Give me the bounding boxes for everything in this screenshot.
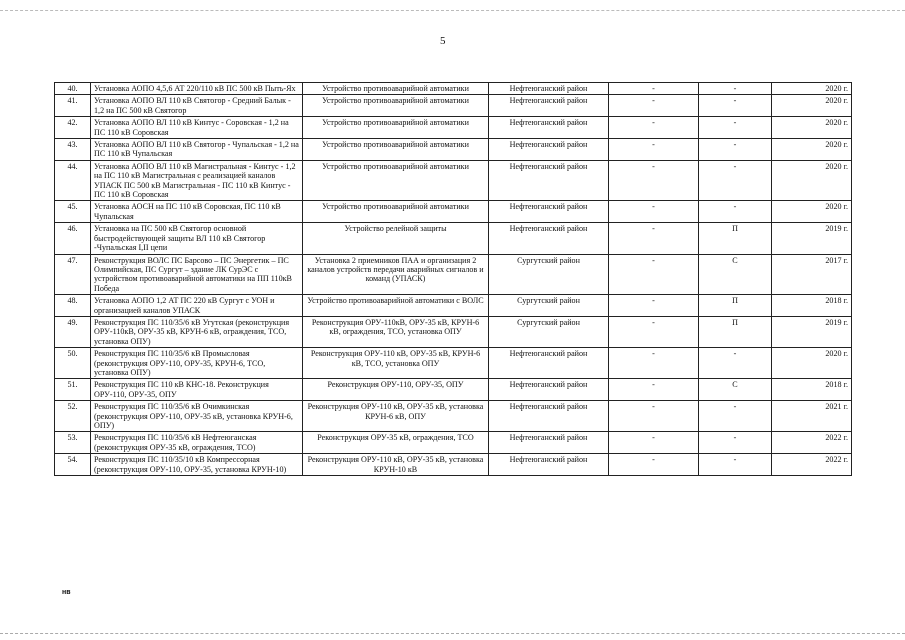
year: 2018 г.: [772, 379, 852, 401]
col-five-value: -: [609, 83, 699, 95]
year: 2020 г.: [772, 139, 852, 161]
work-type: Реконструкция ОРУ-110 кВ, ОРУ-35 кВ, КРУН-6 кВ, ТСО, установка ОПУ: [303, 348, 489, 379]
row-number: 48.: [55, 295, 91, 317]
col-five-value: -: [609, 160, 699, 201]
status-code: -: [699, 401, 772, 432]
table-row: [55, 83, 852, 95]
work-type: Реконструкция ОРУ-35 кВ, ограждения, ТСО: [303, 432, 489, 454]
table-row: [55, 316, 852, 347]
district: Нефтеюганский район: [489, 454, 609, 476]
bottom-scan-line: [0, 633, 905, 634]
status-code: -: [699, 160, 772, 201]
row-number: 50.: [55, 348, 91, 379]
work-type: Установка 2 приемников ПАА и организация 2 каналов устройств передачи аварийных сигналов и команд (УПАСК): [303, 254, 489, 295]
status-code: -: [699, 95, 772, 117]
col-five-value: -: [609, 139, 699, 161]
table-row: [55, 454, 852, 476]
work-type: Реконструкция ОРУ-110кВ, ОРУ-35 кВ, КРУН-6 кВ, ограждения, ТСО, установка ОПУ: [303, 316, 489, 347]
district: Нефтеюганский район: [489, 83, 609, 95]
col-five-value: -: [609, 295, 699, 317]
year: 2019 г.: [772, 316, 852, 347]
year: 2020 г.: [772, 83, 852, 95]
status-code: -: [699, 83, 772, 95]
row-number: 53.: [55, 432, 91, 454]
status-code: -: [699, 117, 772, 139]
district: Нефтеюганский район: [489, 401, 609, 432]
status-code: П: [699, 223, 772, 254]
page-number: 5: [440, 35, 446, 47]
table-row: [55, 139, 852, 161]
row-number: 49.: [55, 316, 91, 347]
work-type: Устройство противоаварийной автоматики: [303, 201, 489, 223]
year: 2020 г.: [772, 160, 852, 201]
table-body: [55, 83, 852, 476]
object-name: Установка АОПО ВЛ 110 кВ Святогор - Чупальская - 1,2 на ПС 110 кВ Чупальская: [91, 139, 303, 161]
year: 2019 г.: [772, 223, 852, 254]
row-number: 40.: [55, 83, 91, 95]
row-number: 54.: [55, 454, 91, 476]
col-five-value: -: [609, 316, 699, 347]
district: Сургутский район: [489, 316, 609, 347]
work-type: Устройство релейной защиты: [303, 223, 489, 254]
object-name: Реконструкция ПС 110/35/6 кВ Очимкинская (реконструкция ОРУ-110, ОРУ-35 кВ, установка КРУН-6, ОПУ): [91, 401, 303, 432]
district: Нефтеюганский район: [489, 117, 609, 139]
work-type: Устройство противоаварийной автоматики: [303, 139, 489, 161]
object-name: Реконструкция ПС 110/35/10 кВ Компрессорная (реконструкция ОРУ-110, ОРУ-35, установка КРУН-10): [91, 454, 303, 476]
status-code: -: [699, 432, 772, 454]
row-number: 46.: [55, 223, 91, 254]
object-name: Установка на ПС 500 кВ Святогор основной быстродействующей защиты ВЛ 110 кВ Святогор -Чупальская I,II цепи: [91, 223, 303, 254]
district: Нефтеюганский район: [489, 432, 609, 454]
table-row: [55, 95, 852, 117]
district: Нефтеюганский район: [489, 201, 609, 223]
work-type: Устройство противоаварийной автоматики: [303, 160, 489, 201]
table-row: [55, 295, 852, 317]
table-row: [55, 379, 852, 401]
col-five-value: -: [609, 254, 699, 295]
status-code: С: [699, 379, 772, 401]
table-row: [55, 201, 852, 223]
work-type: Реконструкция ОРУ-110, ОРУ-35, ОПУ: [303, 379, 489, 401]
object-name: Установка АОПО ВЛ 110 кВ Кинтус - Соровская - 1,2 на ПС 110 кВ Соровская: [91, 117, 303, 139]
row-number: 41.: [55, 95, 91, 117]
col-five-value: -: [609, 379, 699, 401]
row-number: 44.: [55, 160, 91, 201]
district: Нефтеюганский район: [489, 139, 609, 161]
row-number: 51.: [55, 379, 91, 401]
work-type: Реконструкция ОРУ-110 кВ, ОРУ-35 кВ, установка КРУН-6 кВ, ОПУ: [303, 401, 489, 432]
work-type: Реконструкция ОРУ-110 кВ, ОРУ-35 кВ, установка КРУН-10 кВ: [303, 454, 489, 476]
row-number: 52.: [55, 401, 91, 432]
status-code: П: [699, 316, 772, 347]
year: 2017 г.: [772, 254, 852, 295]
status-code: С: [699, 254, 772, 295]
status-code: -: [699, 454, 772, 476]
year: 2020 г.: [772, 348, 852, 379]
work-type: Устройство противоаварийной автоматики: [303, 95, 489, 117]
table-row: [55, 401, 852, 432]
district: Нефтеюганский район: [489, 223, 609, 254]
col-five-value: -: [609, 401, 699, 432]
year: 2018 г.: [772, 295, 852, 317]
year: 2020 г.: [772, 201, 852, 223]
status-code: -: [699, 139, 772, 161]
district: Сургутский район: [489, 295, 609, 317]
district: Нефтеюганский район: [489, 160, 609, 201]
object-name: Установка АОПО 1,2 АТ ПС 220 кВ Сургут с УОН и организацией каналов УПАСК: [91, 295, 303, 317]
col-five-value: -: [609, 454, 699, 476]
status-code: -: [699, 201, 772, 223]
object-name: Установка АОПО ВЛ 110 кВ Магистральная - Кинтус - 1,2 на ПС 110 кВ Магистральная с реализацией каналов УПАСК ПС 500 кВ Магистральная - ПС 110 кВ Кинтус - ПС 110 кВ Соровская: [91, 160, 303, 201]
work-type: Устройство противоаварийной автоматики: [303, 117, 489, 139]
object-name: Установка АОСН на ПС 110 кВ Соровская, ПС 110 кВ Чупальская: [91, 201, 303, 223]
year: 2022 г.: [772, 454, 852, 476]
year: 2020 г.: [772, 95, 852, 117]
district: Сургутский район: [489, 254, 609, 295]
row-number: 47.: [55, 254, 91, 295]
status-code: П: [699, 295, 772, 317]
table-row: [55, 223, 852, 254]
object-name: Установка АОПО 4,5,6 АТ 220/110 кВ ПС 500 кВ Пыть-Ях: [91, 83, 303, 95]
object-name: Реконструкция ПС 110/35/6 кВ Промысловая (реконструкция ОРУ-110, ОРУ-35, КРУН-6, ТСО, установка ОПУ): [91, 348, 303, 379]
col-five-value: -: [609, 201, 699, 223]
year: 2020 г.: [772, 117, 852, 139]
district: Нефтеюганский район: [489, 95, 609, 117]
object-name: Реконструкция ПС 110/35/6 кВ Нефтеюганская (реконструкция ОРУ-35 кВ, ограждения, ТСО): [91, 432, 303, 454]
col-five-value: -: [609, 348, 699, 379]
projects-table: [54, 82, 852, 476]
col-five-value: -: [609, 223, 699, 254]
work-type: Устройство противоаварийной автоматики: [303, 83, 489, 95]
top-scan-line: [0, 10, 905, 11]
object-name: Реконструкция ВОЛС ПС Барсово – ПС Энергетик – ПС Олимпийская, ПС Сургут – здание ЛК СурЭС с устройством противоаварийной автоматики на ПП 110кВ Победа: [91, 254, 303, 295]
row-number: 42.: [55, 117, 91, 139]
object-name: Реконструкция ПС 110 кВ КНС-18. Реконструкция ОРУ-110, ОРУ-35, ОПУ: [91, 379, 303, 401]
col-five-value: -: [609, 95, 699, 117]
col-five-value: -: [609, 432, 699, 454]
status-code: -: [699, 348, 772, 379]
table-row: [55, 432, 852, 454]
table-row: [55, 348, 852, 379]
object-name: Установка АОПО ВЛ 110 кВ Святогор - Средний Балык - 1,2 на ПС 500 кВ Святогор: [91, 95, 303, 117]
row-number: 45.: [55, 201, 91, 223]
table-row: [55, 160, 852, 201]
work-type: Устройство противоаварийной автоматики с ВОЛС: [303, 295, 489, 317]
district: Нефтеюганский район: [489, 348, 609, 379]
year: 2021 г.: [772, 401, 852, 432]
col-five-value: -: [609, 117, 699, 139]
table-row: [55, 254, 852, 295]
footer-mark: нв: [62, 589, 71, 596]
district: Нефтеюганский район: [489, 379, 609, 401]
table-row: [55, 117, 852, 139]
row-number: 43.: [55, 139, 91, 161]
object-name: Реконструкция ПС 110/35/6 кВ Угутская (реконструкция ОРУ-110кВ, ОРУ-35 кВ, КРУН-6 кВ, ограждения, ТСО, установка ОПУ): [91, 316, 303, 347]
year: 2022 г.: [772, 432, 852, 454]
